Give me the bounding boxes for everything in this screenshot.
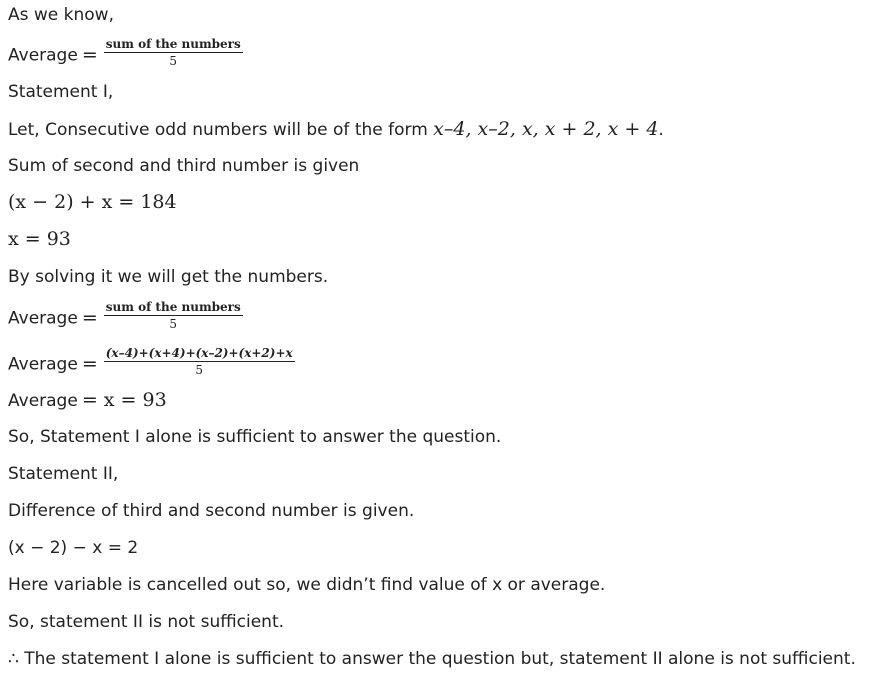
average-formula-repeat xyxy=(8,300,243,334)
average-expanded xyxy=(8,346,295,380)
average-label: Average xyxy=(8,354,78,375)
variable-cancelled-text: Here variable is cancelled out so, we didn’t find value of x or average. xyxy=(8,575,606,595)
statement-two-heading: Statement II, xyxy=(8,464,119,484)
statement-one-conclusion: So, Statement I alone is sufficient to answer the question. xyxy=(8,427,502,447)
difference-equation: (x − 2) − x = 2 xyxy=(8,538,139,558)
sum-given-text: Sum of second and third number is given xyxy=(8,156,360,176)
average-formula xyxy=(8,37,243,71)
equals-sign: = xyxy=(81,306,98,329)
sum-equation: (x − 2) + x = 184 xyxy=(8,191,177,213)
average-result-math: = x = 93 xyxy=(81,389,167,411)
fraction-denominator: 5 xyxy=(169,54,178,68)
fraction-numerator: sum of the numbers xyxy=(105,300,241,314)
average-fraction-expanded xyxy=(104,346,295,377)
form-period: . xyxy=(658,120,664,140)
average-result xyxy=(8,388,167,413)
equals-sign: = xyxy=(81,352,98,375)
statement-two-conclusion: So, statement II is not sufficient. xyxy=(8,612,285,632)
fraction-numerator: (x–4)+(x+4)+(x–2)+(x+2)+x xyxy=(105,346,293,360)
average-fraction xyxy=(104,37,243,68)
fraction-numerator: sum of the numbers xyxy=(105,37,241,51)
average-label: Average xyxy=(8,45,78,66)
average-label: Average xyxy=(8,391,78,411)
solving-text: By solving it we will get the numbers. xyxy=(8,267,329,287)
statement-one-heading: Statement I, xyxy=(8,82,114,102)
fraction-denominator: 5 xyxy=(195,363,204,377)
final-conclusion: ∴ The statement I alone is sufficient to answer the question but, statement II alone is not sufficient. xyxy=(8,649,856,669)
consecutive-odd-form xyxy=(8,117,664,142)
fraction-denominator: 5 xyxy=(169,317,178,331)
form-text: Let, Consecutive odd numbers will be of the form xyxy=(8,120,434,140)
average-fraction xyxy=(104,300,243,331)
equals-sign: = xyxy=(81,43,98,66)
form-math: x–4, x–2, x, x + 2, x + 4 xyxy=(433,118,659,140)
intro-text: As we know, xyxy=(8,5,114,25)
x-value-equation: x = 93 xyxy=(8,228,71,250)
difference-given-text: Difference of third and second number is given. xyxy=(8,501,415,521)
average-label: Average xyxy=(8,308,78,329)
